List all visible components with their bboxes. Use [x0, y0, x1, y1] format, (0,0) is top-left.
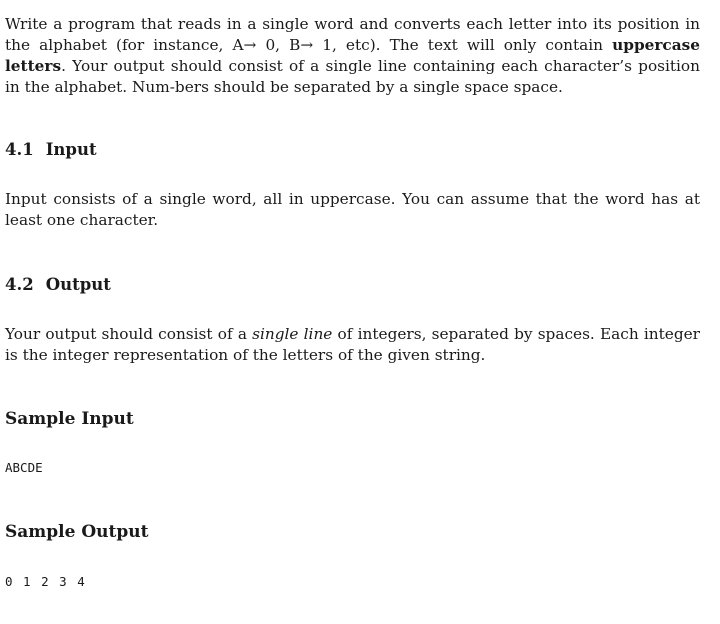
intro-bold-text: uppercase letters — [5, 36, 700, 75]
intro-text-start: Write a program that reads in a single word and converts each letter into its position in the alphabet (for instance, A→ 0, B→ 1, etc). The text will only contain — [5, 15, 700, 54]
output-italic-text: single line — [252, 325, 333, 343]
sample-input-value: ABCDE — [5, 460, 43, 475]
output-text-end: of integers, separated by spaces. Each integer is the integer representation of the letters of the given string. — [5, 325, 700, 364]
input-section-number: 4.1 — [5, 140, 34, 159]
input-section-title: Input — [45, 140, 97, 159]
output-section-title: Output — [45, 275, 111, 294]
output-section-heading — [5, 274, 700, 296]
input-description: Input consists of a single word, all in uppercase. You can assume that the word has at least one character. — [5, 190, 700, 229]
input-section-heading — [5, 139, 700, 161]
output-description — [5, 324, 700, 366]
sample-output-heading: Sample Output — [5, 522, 149, 542]
sample-output-value: 0 1 2 3 4 — [5, 574, 85, 589]
sample-input-heading: Sample Input — [5, 409, 134, 429]
intro-paragraph — [5, 14, 700, 98]
output-text-start: Your output should consist of a — [5, 325, 253, 343]
problem-statement — [5, 14, 700, 591]
intro-text-end: . Your output should consist of a single line containing each character’s position in the alphabet. Num-bers should be separated by a single space space. — [5, 57, 700, 96]
output-section-number: 4.2 — [5, 275, 34, 294]
